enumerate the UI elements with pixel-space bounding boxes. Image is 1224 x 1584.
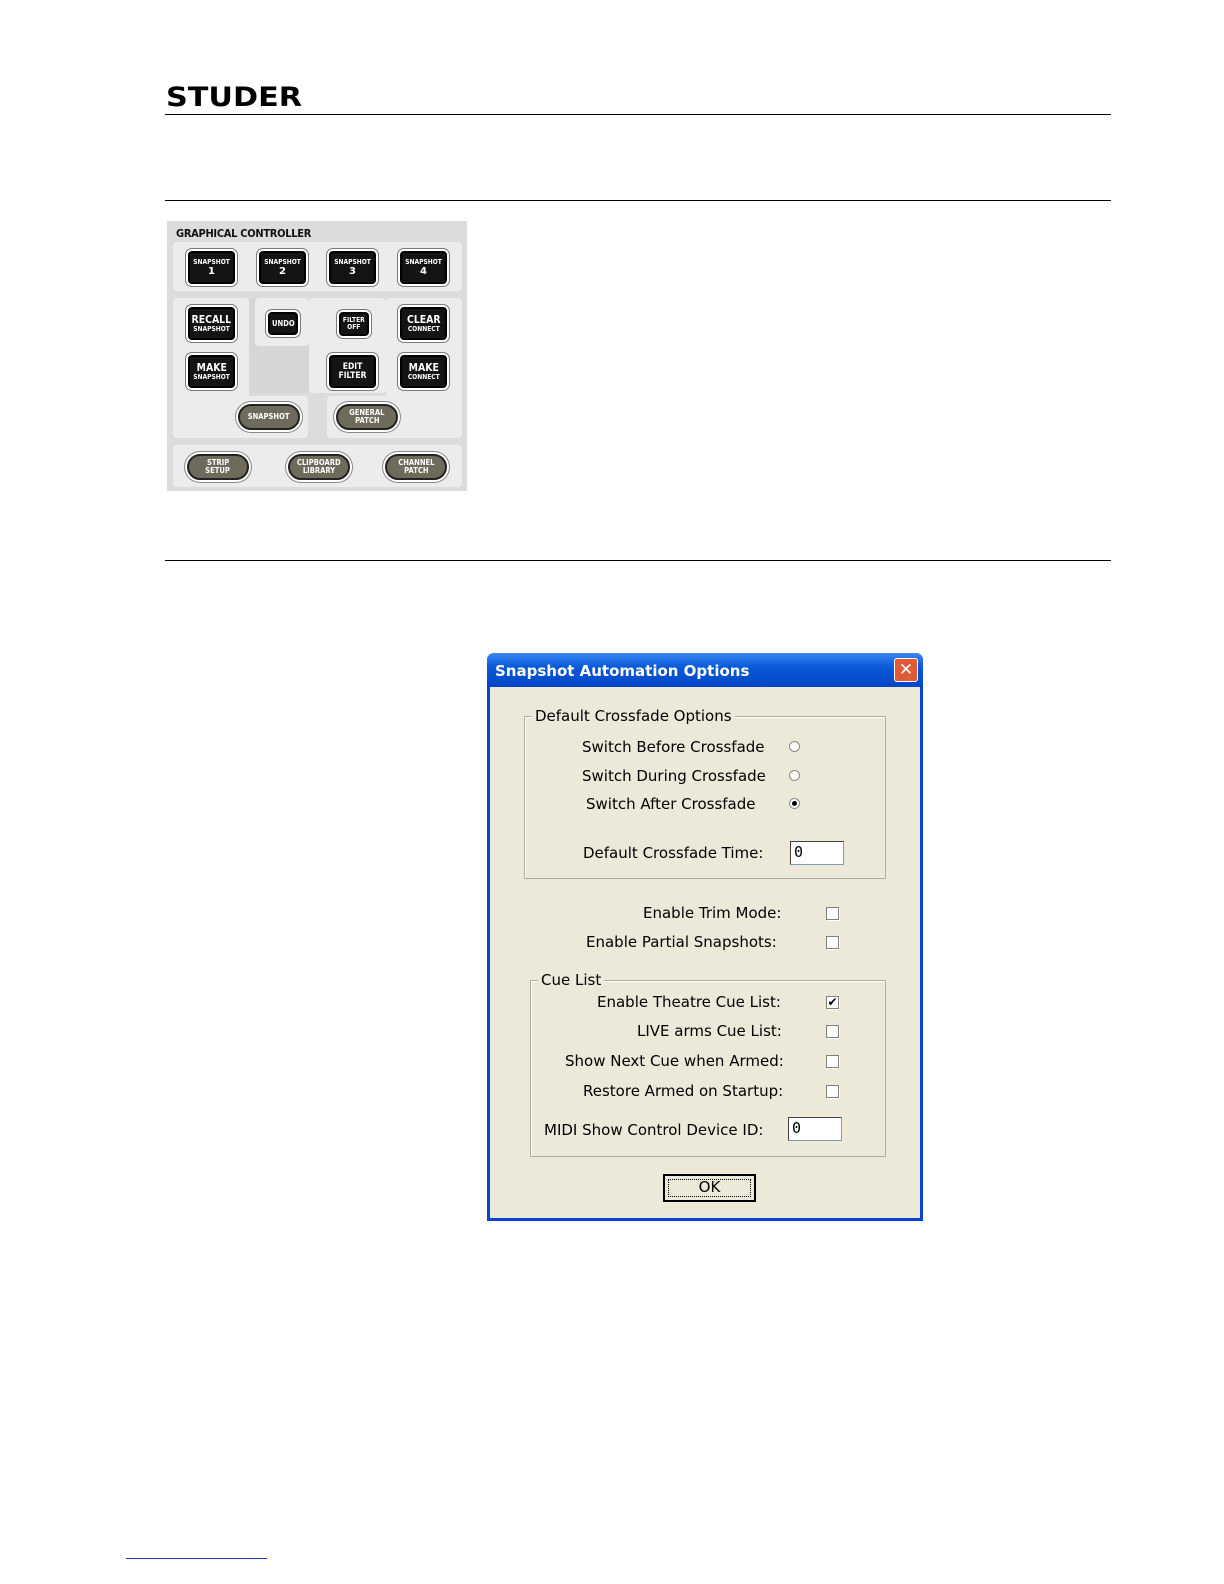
dialog-title-bar[interactable] [487, 653, 923, 687]
snapshot-3-key[interactable]: SNAPSHOT 3 [329, 251, 376, 284]
controller-title: GRAPHICAL CONTROLLER [176, 227, 312, 240]
dialog-title: Snapshot Automation Options [495, 662, 750, 680]
clipboard-library-button[interactable]: CLIPBOARD LIBRARY [288, 454, 350, 480]
switch-before-radio[interactable] [789, 741, 800, 752]
close-icon[interactable]: ✕ [894, 658, 918, 682]
section-rule-top [165, 200, 1111, 201]
crossfade-time-label: Default Crossfade Time: [583, 844, 764, 862]
general-patch-button[interactable]: GENERAL PATCH [336, 404, 398, 430]
crossfade-time-input[interactable]: 0 [790, 841, 844, 865]
restore-armed-checkbox[interactable] [826, 1085, 839, 1098]
midi-device-id-input[interactable]: 0 [788, 1117, 842, 1141]
switch-after-radio[interactable] [789, 798, 800, 809]
enable-theatre-cue-list-checkbox[interactable]: ✔ [827, 995, 838, 1009]
show-next-cue-label: Show Next Cue when Armed: [565, 1052, 784, 1070]
edit-filter-key[interactable]: EDIT FILTER [329, 355, 376, 388]
switch-after-label: Switch After Crossfade [586, 795, 756, 813]
clear-connect-key[interactable]: CLEAR CONNECT [400, 307, 447, 340]
snapshot-4-key[interactable]: SNAPSHOT 4 [400, 251, 447, 284]
undo-key[interactable]: UNDO [268, 312, 298, 335]
enable-trim-mode-checkbox[interactable] [826, 907, 839, 920]
switch-during-radio[interactable] [789, 770, 800, 781]
midi-device-id-label: MIDI Show Control Device ID: [544, 1121, 764, 1139]
enable-trim-mode-label: Enable Trim Mode: [643, 904, 782, 922]
footer-link-underline [126, 1558, 267, 1559]
dialog-body [490, 687, 920, 1218]
filter-off-key[interactable]: FILTER OFF [339, 312, 369, 336]
live-arms-cue-list-checkbox[interactable] [826, 1025, 839, 1038]
channel-patch-button[interactable]: CHANNEL PATCH [385, 454, 447, 480]
make-snapshot-key[interactable]: MAKE SNAPSHOT [188, 355, 235, 388]
recall-snapshot-key[interactable]: RECALL SNAPSHOT [188, 307, 235, 340]
show-next-cue-checkbox[interactable] [826, 1055, 839, 1068]
graphical-controller-panel [167, 221, 467, 491]
strip-setup-button[interactable]: STRIP SETUP [187, 454, 249, 480]
cue-list-group-label: Cue List [538, 971, 604, 989]
make-connect-key[interactable]: MAKE CONNECT [400, 355, 447, 388]
snapshot-automation-dialog [487, 653, 923, 1221]
ok-button[interactable] [663, 1174, 756, 1202]
header-rule [165, 114, 1111, 115]
restore-armed-label: Restore Armed on Startup: [583, 1082, 784, 1100]
enable-theatre-cue-list-label: Enable Theatre Cue List: [597, 993, 781, 1011]
section-rule-bottom [165, 560, 1111, 561]
switch-during-label: Switch During Crossfade [582, 767, 766, 785]
ok-label: OK [698, 1178, 721, 1196]
switch-before-label: Switch Before Crossfade [582, 738, 765, 756]
snapshot-pill-button[interactable]: SNAPSHOT [238, 404, 300, 430]
enable-partial-snapshots-label: Enable Partial Snapshots: [586, 933, 777, 951]
snapshot-1-key[interactable]: SNAPSHOT 1 [188, 251, 235, 284]
studer-logo: STUDER [166, 82, 303, 113]
live-arms-cue-list-label: LIVE arms Cue List: [637, 1022, 782, 1040]
crossfade-group-label: Default Crossfade Options [532, 707, 735, 725]
enable-partial-snapshots-checkbox[interactable] [826, 936, 839, 949]
snapshot-2-key[interactable]: SNAPSHOT 2 [259, 251, 306, 284]
